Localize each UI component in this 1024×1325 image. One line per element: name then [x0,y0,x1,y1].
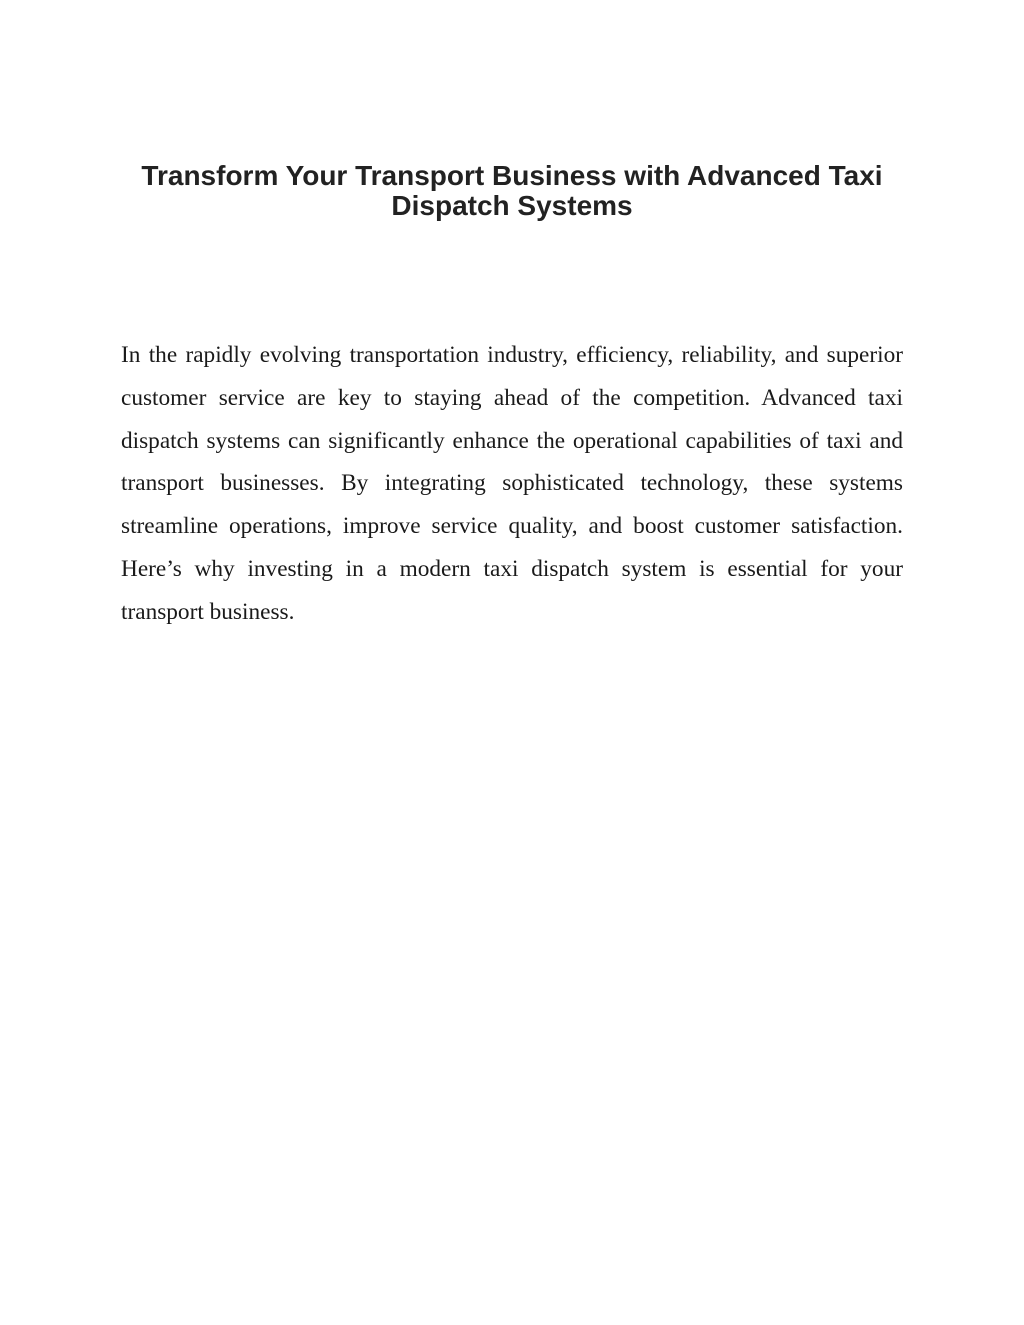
document-title: Transform Your Transport Business with Advanced Taxi Dispatch Systems [141,160,883,221]
intro-paragraph: In the rapidly evolving transportation industry, efficiency, reliability, and superior customer service are key to staying ahead of the competition. Advanced taxi dispatch systems can significantly enhance the operational capabilities of taxi and transport businesses. By integrating sophisticated technology, these systems streamline operations, improve service quality, and boost customer satisfaction. Here’s why investing in a modern taxi dispatch system is essential for your transport business. [121,342,903,625]
